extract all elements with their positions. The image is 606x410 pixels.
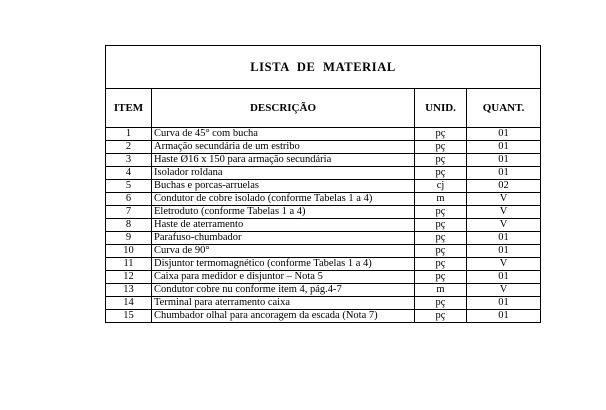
descricao-cell: Haste Ø16 x 150 para armação secundária: [152, 154, 415, 167]
quant-cell: 01: [467, 271, 541, 284]
unid-cell: pç: [415, 271, 467, 284]
item-cell: 11: [106, 258, 152, 271]
header-quant: QUANT.: [467, 89, 541, 128]
item-cell: 6: [106, 193, 152, 206]
quant-cell: V: [467, 258, 541, 271]
quant-cell: V: [467, 206, 541, 219]
unid-cell: m: [415, 193, 467, 206]
descricao-cell: Parafuso-chumbador: [152, 232, 415, 245]
material-list-table: [105, 45, 541, 323]
descricao-cell: Armação secundária de um estribo: [152, 141, 415, 154]
quant-cell: 01: [467, 245, 541, 258]
item-cell: 10: [106, 245, 152, 258]
descricao-cell: Chumbador olhal para ancoragem da escada (Nota 7): [152, 310, 415, 323]
table-body: [106, 128, 541, 323]
item-cell: 7: [106, 206, 152, 219]
table-row: [106, 284, 541, 297]
table-row: [106, 167, 541, 180]
unid-cell: m: [415, 284, 467, 297]
item-cell: 8: [106, 219, 152, 232]
quant-cell: 01: [467, 297, 541, 310]
unid-cell: pç: [415, 219, 467, 232]
unid-cell: pç: [415, 245, 467, 258]
table-row: [106, 154, 541, 167]
table-row: [106, 310, 541, 323]
quant-cell: V: [467, 193, 541, 206]
table-row: [106, 219, 541, 232]
table-row: [106, 271, 541, 284]
header-item: ITEM: [106, 89, 152, 128]
table-row: [106, 141, 541, 154]
table-row: [106, 297, 541, 310]
table-row: [106, 245, 541, 258]
quant-cell: 01: [467, 167, 541, 180]
quant-cell: 01: [467, 128, 541, 141]
descricao-cell: Buchas e porcas-arruelas: [152, 180, 415, 193]
quant-cell: 01: [467, 141, 541, 154]
descricao-cell: Disjuntor termomagnético (conforme Tabelas 1 a 4): [152, 258, 415, 271]
quant-cell: 01: [467, 154, 541, 167]
descricao-cell: Condutor cobre nu conforme item 4, pág.4-7: [152, 284, 415, 297]
unid-cell: pç: [415, 141, 467, 154]
descricao-cell: Caixa para medidor e disjuntor – Nota 5: [152, 271, 415, 284]
title-row: [106, 46, 541, 89]
quant-cell: 01: [467, 232, 541, 245]
table-row: [106, 180, 541, 193]
table-title: LISTA DE MATERIAL: [106, 46, 541, 89]
unid-cell: pç: [415, 258, 467, 271]
item-cell: 9: [106, 232, 152, 245]
unid-cell: pç: [415, 167, 467, 180]
item-cell: 4: [106, 167, 152, 180]
item-cell: 13: [106, 284, 152, 297]
quant-cell: V: [467, 219, 541, 232]
unid-cell: cj: [415, 180, 467, 193]
table-row: [106, 193, 541, 206]
unid-cell: pç: [415, 232, 467, 245]
item-cell: 5: [106, 180, 152, 193]
item-cell: 3: [106, 154, 152, 167]
descricao-cell: Condutor de cobre isolado (conforme Tabelas 1 a 4): [152, 193, 415, 206]
descricao-cell: Isolador roldana: [152, 167, 415, 180]
table-row: [106, 232, 541, 245]
item-cell: 12: [106, 271, 152, 284]
item-cell: 15: [106, 310, 152, 323]
unid-cell: pç: [415, 297, 467, 310]
header-row: [106, 89, 541, 128]
quant-cell: 01: [467, 310, 541, 323]
unid-cell: pç: [415, 206, 467, 219]
unid-cell: pç: [415, 154, 467, 167]
unid-cell: pç: [415, 128, 467, 141]
header-unid: UNID.: [415, 89, 467, 128]
descricao-cell: Haste de aterramento: [152, 219, 415, 232]
header-descricao: DESCRIÇÃO: [152, 89, 415, 128]
table-row: [106, 206, 541, 219]
quant-cell: 02: [467, 180, 541, 193]
item-cell: 1: [106, 128, 152, 141]
descricao-cell: Curva de 45° com bucha: [152, 128, 415, 141]
quant-cell: V: [467, 284, 541, 297]
item-cell: 2: [106, 141, 152, 154]
descricao-cell: Curva de 90°: [152, 245, 415, 258]
table-row: [106, 128, 541, 141]
unid-cell: pç: [415, 310, 467, 323]
item-cell: 14: [106, 297, 152, 310]
descricao-cell: Terminal para aterramento caixa: [152, 297, 415, 310]
descricao-cell: Eletroduto (conforme Tabelas 1 a 4): [152, 206, 415, 219]
table-row: [106, 258, 541, 271]
